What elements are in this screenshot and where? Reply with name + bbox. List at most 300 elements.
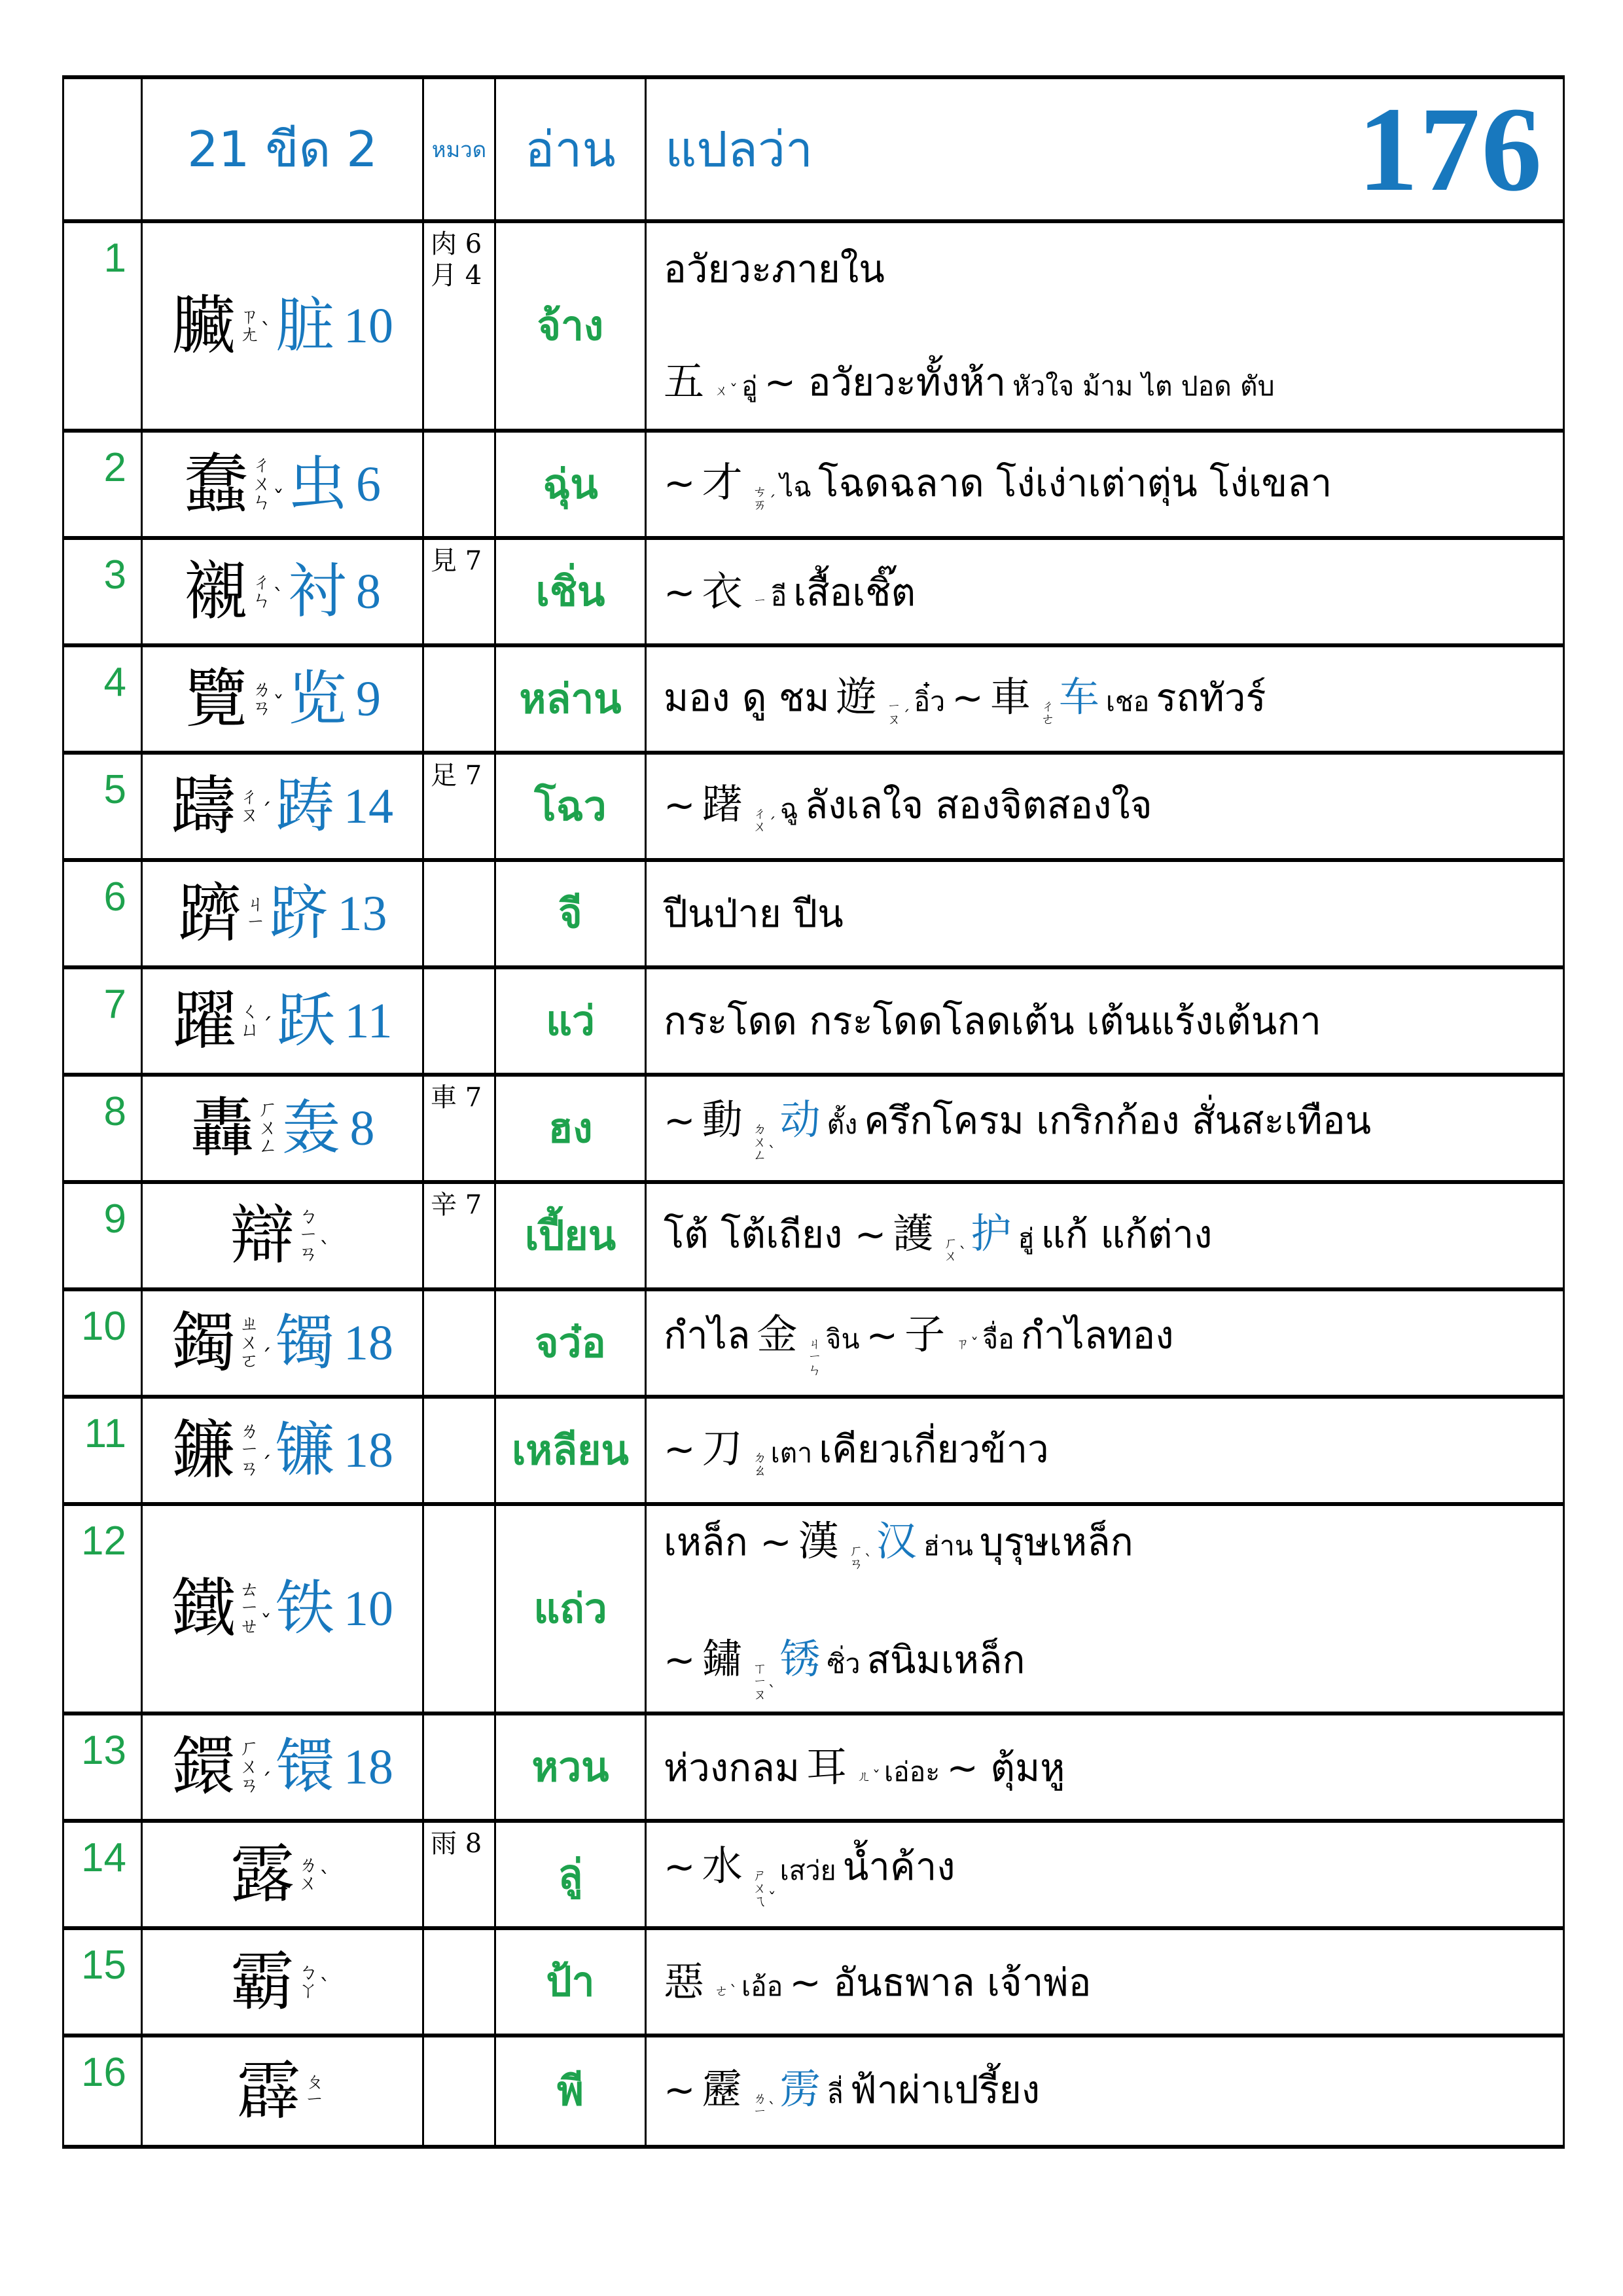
radical-cell bbox=[424, 862, 496, 965]
meaning-segment: 遊 bbox=[836, 673, 877, 721]
meaning-line bbox=[664, 1309, 1550, 1377]
zhuyin-letters bbox=[259, 1100, 278, 1157]
row-number: 10 bbox=[81, 1304, 126, 1349]
zhuyin-letter: ㄏ bbox=[849, 1543, 863, 1559]
zhuyin-tone-mark: ˇ bbox=[872, 1768, 881, 1787]
zhuyin-letters bbox=[753, 595, 767, 608]
reading-thai: เชิ่น bbox=[535, 567, 605, 615]
meaning-segment: ~ อวัยวะทั้งห้า bbox=[764, 359, 1007, 404]
zhuyin-letter: ㄧ bbox=[753, 593, 767, 609]
meaning-segment: ลี่ bbox=[827, 2078, 844, 2110]
zhuyin-letter: ㄅ bbox=[298, 1205, 318, 1229]
zhuyin-annotation bbox=[753, 595, 767, 608]
header-number-cell bbox=[64, 79, 143, 219]
character-cell bbox=[143, 1715, 424, 1819]
zhuyin-tone-mark: ˇ bbox=[730, 382, 738, 401]
traditional-character: 轟 bbox=[190, 1091, 255, 1166]
zhuyin-annotation bbox=[753, 1662, 776, 1702]
zhuyin-tone-mark: ˋ bbox=[768, 1682, 776, 1701]
zhuyin-letters bbox=[304, 2070, 325, 2111]
character-cell bbox=[143, 969, 424, 1073]
reading-cell bbox=[496, 1399, 647, 1502]
meaning-segment: โต้ โต้เถียง ~ bbox=[664, 1212, 887, 1257]
zhuyin-letters bbox=[753, 1123, 767, 1162]
zhuyin-annotation bbox=[240, 1422, 272, 1479]
meaning-line bbox=[664, 1094, 1550, 1162]
zhuyin-tone-mark: ˊ bbox=[768, 492, 776, 511]
zhuyin-letter: ㄥ bbox=[258, 1135, 278, 1158]
radical-cell bbox=[424, 1291, 496, 1395]
stroke-count: 13 bbox=[337, 886, 387, 941]
meaning-segment: กระโดด กระโดดโลดเต้น เต้นแร้งเต้นกา bbox=[664, 998, 1322, 1043]
meaning-cell bbox=[647, 223, 1563, 429]
zhuyin-letter: ㄢ bbox=[252, 696, 272, 719]
meaning-segment: ~ bbox=[664, 1638, 696, 1683]
header-reading-label: อ่าน bbox=[496, 79, 647, 219]
meaning-segment: ~ bbox=[952, 675, 984, 721]
zhuyin-letters bbox=[753, 1452, 767, 1478]
row-number-cell bbox=[64, 1715, 143, 1819]
zhuyin-letter: ㄗ bbox=[955, 1336, 970, 1352]
character-cell bbox=[143, 1399, 424, 1502]
meaning-segment: จื่อ bbox=[982, 1323, 1014, 1355]
zhuyin-annotation bbox=[252, 456, 284, 512]
meaning-segment: 漢 bbox=[798, 1517, 839, 1566]
meaning-segment: ~ bbox=[664, 1844, 696, 1890]
table-row bbox=[64, 1184, 1563, 1291]
character-cell bbox=[143, 2037, 424, 2145]
zhuyin-tone-mark: ˊ bbox=[768, 814, 776, 833]
table-row bbox=[64, 1506, 1563, 1715]
zhuyin-letter: ㄌ bbox=[298, 1853, 318, 1876]
meaning-line bbox=[664, 457, 1550, 512]
row-number-cell bbox=[64, 2037, 143, 2145]
meaning-line bbox=[664, 1423, 1550, 1478]
row-number-cell bbox=[64, 1823, 143, 1926]
reading-thai: จ้าง bbox=[537, 302, 604, 350]
zhuyin-letters bbox=[715, 1985, 728, 1998]
meaning-cell bbox=[647, 969, 1563, 1073]
zhuyin-letters bbox=[252, 677, 272, 719]
zhuyin-letter: ㄣ bbox=[252, 589, 272, 612]
header-meaning-label: แปลว่า bbox=[665, 120, 813, 178]
table-row bbox=[64, 2037, 1563, 2145]
zhuyin-letter: ㄥ bbox=[753, 1147, 767, 1163]
simplified-character: 虫 bbox=[288, 450, 347, 518]
row-number-cell bbox=[64, 223, 143, 429]
table-row bbox=[64, 1291, 1563, 1399]
zhuyin-tone-mark: ˋ bbox=[273, 584, 284, 611]
meaning-line bbox=[664, 1516, 1550, 1571]
zhuyin-letter: ㄢ bbox=[849, 1556, 863, 1572]
meaning-segment: ~ ตุ้มหู bbox=[946, 1746, 1065, 1791]
zhuyin-annotation bbox=[304, 2070, 325, 2111]
meaning-segment: 刀 bbox=[702, 1424, 743, 1473]
meaning-segment: กำไล bbox=[664, 1313, 751, 1358]
meaning-segment: 护 bbox=[971, 1210, 1012, 1258]
zhuyin-letter: ㄐ bbox=[245, 892, 266, 916]
meaning-segment: ครึกโครม เกริกก้อง สั่นสะเทือน bbox=[864, 1098, 1372, 1143]
meaning-segment: เคียวเกี่ยวข้าว bbox=[819, 1427, 1049, 1472]
zhuyin-annotation bbox=[298, 1960, 330, 2002]
radical-cell bbox=[424, 2037, 496, 2145]
zhuyin-letter: ㄔ bbox=[252, 454, 272, 477]
traditional-character: 辯 bbox=[230, 1198, 294, 1273]
meaning-segment: 子 bbox=[904, 1310, 946, 1359]
meaning-cell bbox=[647, 1077, 1563, 1180]
table-row bbox=[64, 433, 1563, 540]
zhuyin-tone-mark: ˊ bbox=[902, 707, 910, 726]
zhuyin-annotation bbox=[944, 1237, 967, 1263]
meaning-segment: เสื้อเชิ๊ต bbox=[793, 570, 916, 615]
zhuyin-letter: ㄢ bbox=[240, 1774, 259, 1797]
zhuyin-letter: ㄏ bbox=[258, 1098, 278, 1121]
zhuyin-tone-mark: ˋ bbox=[730, 1982, 738, 2001]
zhuyin-letter: ㄨ bbox=[298, 1872, 318, 1895]
zhuyin-letter: ㄗ bbox=[240, 304, 259, 328]
traditional-character: 鐮 bbox=[171, 1413, 236, 1488]
meaning-cell bbox=[647, 433, 1563, 536]
reading-cell bbox=[496, 1823, 647, 1926]
meaning-segment: 護 bbox=[893, 1210, 934, 1258]
zhuyin-letter: ㄔ bbox=[753, 806, 767, 822]
row-number-cell bbox=[64, 1399, 143, 1502]
meaning-segment: จิน bbox=[825, 1323, 860, 1355]
meaning-line bbox=[664, 1956, 1550, 2007]
zhuyin-letter: ㄏ bbox=[944, 1235, 958, 1251]
zhuyin-letters bbox=[298, 1853, 318, 1895]
zhuyin-letter: ㄒ bbox=[753, 1660, 767, 1677]
zhuyin-tone-mark: ˊ bbox=[260, 1452, 272, 1479]
row-number: 16 bbox=[81, 2050, 126, 2095]
zhuyin-tone-mark: ˋ bbox=[319, 1237, 330, 1264]
meaning-segment: ~ bbox=[664, 2068, 696, 2113]
row-number: 12 bbox=[81, 1518, 126, 1564]
row-number: 5 bbox=[103, 767, 126, 812]
simplified-character: 镰 bbox=[276, 1416, 334, 1484]
row-number: 2 bbox=[103, 445, 126, 490]
reading-cell bbox=[496, 862, 647, 965]
meaning-segment: ลังเลใจ สองจิตสองใจ bbox=[804, 783, 1152, 828]
zhuyin-annotation bbox=[753, 2092, 776, 2119]
zhuyin-annotation bbox=[252, 677, 284, 719]
radical-cell bbox=[424, 1399, 496, 1502]
reading-cell bbox=[496, 433, 647, 536]
zhuyin-letters bbox=[252, 570, 272, 612]
radical-line: 月 4 bbox=[431, 260, 482, 291]
zhuyin-letter: ㄔ bbox=[240, 785, 259, 808]
stroke-count: 8 bbox=[356, 564, 381, 619]
reading-cell bbox=[496, 647, 647, 751]
meaning-line bbox=[664, 672, 1550, 726]
zhuyin-letters bbox=[245, 892, 266, 934]
traditional-character: 蠢 bbox=[183, 447, 248, 522]
simplified-character: 跃 bbox=[276, 986, 336, 1055]
zhuyin-letter: ㄧ bbox=[808, 1349, 822, 1365]
meaning-cell bbox=[647, 862, 1563, 965]
zhuyin-annotation bbox=[240, 999, 273, 1041]
meaning-segment: หัวใจ ม้าม ไต ปอด ตับ bbox=[1012, 370, 1275, 402]
meaning-line bbox=[664, 1840, 1550, 1909]
row-number-cell bbox=[64, 1506, 143, 1712]
row-number-cell bbox=[64, 1291, 143, 1395]
meaning-segment: 金 bbox=[757, 1310, 798, 1359]
meaning-segment: 車 bbox=[990, 673, 1031, 721]
zhuyin-tone-mark: ˊ bbox=[260, 1344, 272, 1371]
zhuyin-letter: ㄧ bbox=[753, 1673, 767, 1689]
zhuyin-letters bbox=[887, 700, 901, 726]
zhuyin-annotation bbox=[259, 1100, 278, 1157]
meaning-segment: บุรุษเหล็ก bbox=[979, 1520, 1133, 1565]
zhuyin-annotation bbox=[1041, 700, 1055, 726]
zhuyin-tone-mark: ˋ bbox=[864, 1552, 872, 1571]
row-number-cell bbox=[64, 1184, 143, 1287]
zhuyin-letter: ㄕ bbox=[753, 1867, 767, 1884]
zhuyin-letter: ㄧ bbox=[753, 2104, 767, 2119]
zhuyin-letters bbox=[240, 999, 260, 1041]
zhuyin-letter: ㄜ bbox=[715, 1983, 729, 2000]
reading-thai: แถ่ว bbox=[533, 1585, 607, 1632]
zhuyin-letter: ㄟ bbox=[753, 1893, 767, 1909]
zhuyin-letters bbox=[753, 808, 767, 834]
meaning-segment: โฉดฉลาด โง่เง่าเต่าตุ่น โง่เขลา bbox=[818, 461, 1332, 506]
zhuyin-letters bbox=[240, 1736, 259, 1797]
zhuyin-letters bbox=[955, 1338, 969, 1351]
zhuyin-letter: ㄨ bbox=[240, 1755, 259, 1778]
stroke-count: 18 bbox=[344, 1422, 393, 1478]
table-row bbox=[64, 223, 1563, 433]
meaning-line bbox=[664, 779, 1550, 834]
meaning-segment: เตา bbox=[770, 1437, 813, 1469]
simplified-character: 跻 bbox=[269, 879, 329, 948]
zhuyin-letter: ㄐ bbox=[808, 1336, 822, 1352]
reading-thai: โฉว bbox=[534, 782, 607, 830]
zhuyin-letter: ㄨ bbox=[252, 472, 272, 495]
meaning-cell bbox=[647, 540, 1563, 643]
zhuyin-letters bbox=[252, 456, 272, 512]
zhuyin-letter: ㄌ bbox=[753, 2090, 767, 2107]
simplified-character: 踌 bbox=[276, 772, 334, 840]
meaning-segment: 衣 bbox=[702, 567, 743, 616]
zhuyin-letter: ㄜ bbox=[1041, 711, 1055, 727]
traditional-character: 鐵 bbox=[171, 1571, 236, 1646]
zhuyin-annotation bbox=[753, 1452, 767, 1478]
simplified-character: 脏 bbox=[276, 291, 334, 360]
zhuyin-letters bbox=[240, 1578, 259, 1639]
row-number: 11 bbox=[84, 1411, 126, 1456]
meaning-cell bbox=[647, 1291, 1563, 1395]
meaning-cell bbox=[647, 1930, 1563, 2034]
table-row bbox=[64, 540, 1563, 647]
zhuyin-letter: ㄨ bbox=[258, 1116, 278, 1139]
character-cell bbox=[143, 223, 424, 429]
zhuyin-letters bbox=[298, 1205, 318, 1266]
stroke-count: 10 bbox=[344, 298, 393, 353]
meaning-segment: เหล็ก ~ bbox=[664, 1520, 792, 1565]
zhuyin-annotation bbox=[753, 808, 776, 834]
radical-cell bbox=[424, 1077, 496, 1180]
zhuyin-letter: ㄊ bbox=[240, 1578, 259, 1602]
zhuyin-annotation bbox=[298, 1205, 330, 1266]
character-cell bbox=[143, 647, 424, 751]
zhuyin-letters bbox=[240, 1312, 259, 1373]
character-cell bbox=[143, 433, 424, 536]
table-row bbox=[64, 1077, 1563, 1184]
reading-cell bbox=[496, 1715, 647, 1819]
traditional-character: 躋 bbox=[177, 876, 242, 951]
zhuyin-letters bbox=[753, 486, 767, 512]
meaning-segment: เสว่ย bbox=[779, 1855, 836, 1887]
meaning-segment: ~ bbox=[664, 1098, 696, 1143]
reading-thai: พี bbox=[557, 2067, 584, 2115]
zhuyin-letters bbox=[1041, 700, 1055, 726]
meaning-segment: มอง ดู ชม bbox=[664, 675, 830, 721]
reading-thai: เหลียน bbox=[512, 1426, 629, 1474]
meaning-segment: 车 bbox=[1058, 673, 1099, 721]
traditional-character: 露 bbox=[230, 1837, 294, 1912]
table-row bbox=[64, 1399, 1563, 1506]
zhuyin-letter: ㄝ bbox=[240, 1615, 259, 1639]
zhuyin-letter: ㄨ bbox=[753, 819, 767, 834]
meaning-segment: ~ bbox=[664, 1427, 696, 1472]
radical-cell bbox=[424, 1715, 496, 1819]
meaning-segment: 靂 bbox=[702, 2065, 743, 2113]
reading-cell bbox=[496, 1077, 647, 1180]
zhuyin-letters bbox=[715, 382, 729, 399]
meaning-cell bbox=[647, 1823, 1563, 1926]
radical-cell bbox=[424, 433, 496, 536]
reading-thai: หล่าน bbox=[519, 675, 622, 723]
zhuyin-letter: ㄉ bbox=[753, 1121, 767, 1138]
meaning-segment: 才 bbox=[702, 458, 743, 507]
zhuyin-letter: ㄧ bbox=[304, 2089, 325, 2111]
meaning-segment: น้ำค้าง bbox=[842, 1844, 955, 1890]
table-row bbox=[64, 1823, 1563, 1930]
character-cell bbox=[143, 540, 424, 643]
meaning-segment: เอ่อะ bbox=[884, 1756, 940, 1788]
page-number: 176 bbox=[1357, 82, 1543, 217]
row-number: 6 bbox=[103, 874, 126, 920]
meaning-segment: 动 bbox=[779, 1096, 821, 1144]
reading-cell bbox=[496, 223, 647, 429]
zhuyin-annotation bbox=[240, 1736, 272, 1797]
character-cell bbox=[143, 1823, 424, 1926]
radical-cell bbox=[424, 223, 496, 429]
zhuyin-letter: ㄌ bbox=[252, 677, 272, 701]
row-number: 1 bbox=[103, 236, 126, 281]
zhuyin-tone-mark: ˇ bbox=[273, 691, 284, 718]
meaning-line bbox=[664, 245, 1550, 293]
zhuyin-tone-mark: ˋ bbox=[959, 1244, 967, 1263]
zhuyin-tone-mark: ˇ bbox=[768, 1889, 776, 1908]
meaning-segment: อู่ bbox=[741, 370, 758, 402]
simplified-character: 轰 bbox=[281, 1094, 341, 1162]
radical-cell bbox=[424, 755, 496, 858]
row-number-cell bbox=[64, 433, 143, 536]
zhuyin-letter: ㄩ bbox=[240, 1018, 260, 1041]
row-number-cell bbox=[64, 647, 143, 751]
simplified-character: 铁 bbox=[276, 1574, 334, 1643]
zhuyin-letters bbox=[753, 2092, 767, 2119]
zhuyin-letter: ㄨ bbox=[715, 382, 729, 399]
zhuyin-letter: ㄘ bbox=[753, 484, 767, 500]
character-cell bbox=[143, 755, 424, 858]
meaning-cell bbox=[647, 1399, 1563, 1502]
stroke-count: 10 bbox=[344, 1581, 393, 1636]
zhuyin-letters bbox=[240, 785, 259, 827]
reading-cell bbox=[496, 1184, 647, 1287]
meaning-segment: ฮ่าน bbox=[923, 1530, 973, 1562]
meaning-segment: 動 bbox=[702, 1096, 743, 1144]
row-number-cell bbox=[64, 969, 143, 1073]
meaning-segment: อี bbox=[770, 581, 787, 613]
radical-cell bbox=[424, 1823, 496, 1926]
reading-thai: หวน bbox=[531, 1743, 609, 1791]
radical-cell bbox=[424, 1506, 496, 1712]
radical-line: 車 7 bbox=[431, 1083, 482, 1113]
table-row bbox=[64, 755, 1563, 862]
meaning-segment: ซิ่ว bbox=[827, 1648, 861, 1680]
traditional-character: 鐲 bbox=[171, 1306, 236, 1380]
zhuyin-letter: ㄢ bbox=[240, 1457, 259, 1480]
meaning-segment: ตั้ง bbox=[827, 1109, 858, 1141]
zhuyin-letter: ㄔ bbox=[252, 570, 272, 594]
table-row bbox=[64, 1715, 1563, 1823]
radical-line: 足 7 bbox=[431, 761, 482, 791]
stroke-count: 8 bbox=[349, 1100, 375, 1156]
meaning-segment: 雳 bbox=[779, 2065, 821, 2113]
row-number: 14 bbox=[81, 1835, 126, 1880]
meaning-line bbox=[664, 890, 1550, 938]
meaning-segment: ~ อันธพาล เจ้าพ่อ bbox=[789, 1960, 1092, 2005]
meaning-segment: 鏽 bbox=[702, 1635, 743, 1683]
radical-line: 見 7 bbox=[431, 546, 482, 576]
meaning-segment: อวัยวะภายใน bbox=[664, 247, 885, 291]
zhuyin-letters bbox=[298, 1960, 318, 2002]
zhuyin-tone-mark: ˋ bbox=[768, 2099, 776, 2118]
zhuyin-letter: ㄌ bbox=[240, 1420, 259, 1443]
zhuyin-letter: ㄚ bbox=[298, 1979, 318, 2002]
meaning-segment: ไฉ bbox=[779, 471, 812, 503]
zhuyin-annotation bbox=[240, 1312, 272, 1373]
stroke-count: 18 bbox=[344, 1315, 393, 1371]
zhuyin-tone-mark: ˇ bbox=[260, 1610, 272, 1637]
reading-thai: ลู่ bbox=[558, 1850, 583, 1898]
meaning-cell bbox=[647, 2037, 1563, 2145]
character-cell bbox=[143, 1291, 424, 1395]
zhuyin-tone-mark: ˊ bbox=[260, 798, 272, 825]
character-cell bbox=[143, 862, 424, 965]
zhuyin-letters bbox=[808, 1338, 821, 1377]
simplified-character: 镮 bbox=[276, 1732, 334, 1801]
zhuyin-annotation bbox=[240, 304, 272, 346]
meaning-segment: กำไลทอง bbox=[1020, 1313, 1174, 1358]
meaning-segment: 汉 bbox=[876, 1517, 917, 1566]
zhuyin-letters bbox=[753, 1662, 767, 1702]
stroke-count: 18 bbox=[344, 1739, 393, 1795]
meaning-cell bbox=[647, 755, 1563, 858]
zhuyin-letter: ㄡ bbox=[753, 1686, 767, 1702]
meaning-segment: 惡 bbox=[664, 1958, 705, 2006]
header-meaning-cell bbox=[647, 79, 1563, 219]
zhuyin-letter: ㄧ bbox=[240, 1596, 259, 1620]
zhuyin-letter: ㄦ bbox=[857, 1768, 872, 1785]
meaning-segment: 耳 bbox=[806, 1743, 847, 1791]
reading-thai: จว๋อ bbox=[535, 1319, 606, 1367]
traditional-character: 霹 bbox=[236, 2054, 301, 2128]
meaning-line bbox=[664, 1634, 1550, 1702]
row-number: 3 bbox=[103, 552, 126, 598]
